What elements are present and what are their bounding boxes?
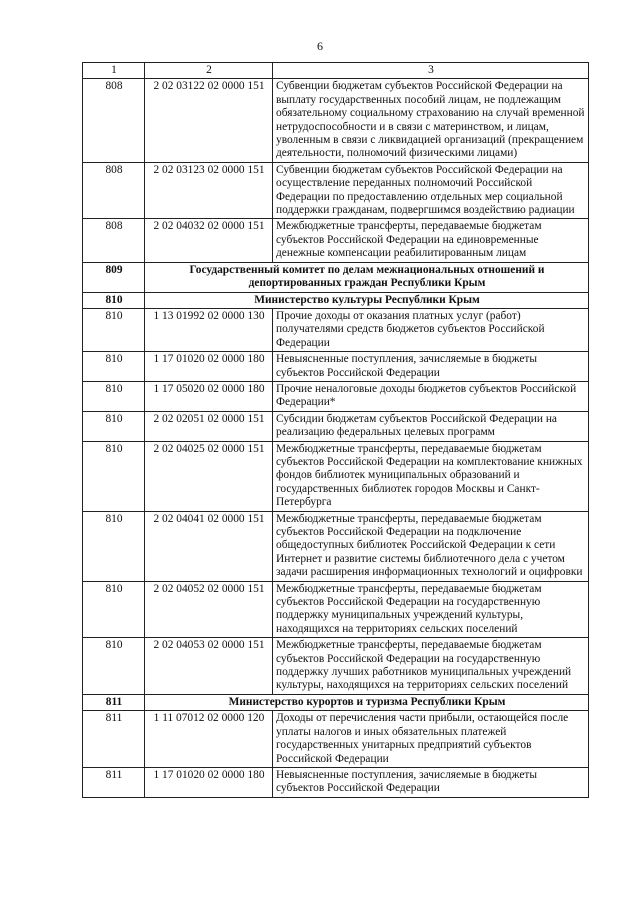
budget-code-cell: 1 11 07012 02 0000 120: [145, 711, 273, 768]
description-cell: Прочие неналоговые доходы бюджетов субъектов Российской Федерации*: [273, 381, 589, 411]
budget-code-cell: 1 13 01992 02 0000 130: [145, 308, 273, 351]
budget-code-cell: 1 17 01020 02 0000 180: [145, 352, 273, 382]
admin-code-cell: 811: [83, 711, 145, 768]
admin-code-cell: 810: [83, 638, 145, 695]
table-row: [83, 767, 589, 797]
description-cell: Доходы от перечисления части прибыли, остающейся после уплаты налогов и иных обязательных платежей государственных унитарных предприятий субъектов Российской Федерации: [273, 711, 589, 768]
table-row: [83, 441, 589, 511]
table-row: [83, 381, 589, 411]
section-row: [83, 694, 589, 710]
admin-code-cell: 811: [83, 694, 145, 710]
description-cell: Межбюджетные трансферты, передаваемые бюджетам субъектов Российской Федерации на государственную поддержку муниципальных учреждений культуры, находящихся на территориях сельских поселений: [273, 581, 589, 638]
section-row: [83, 292, 589, 308]
budget-code-cell: 1 17 05020 02 0000 180: [145, 381, 273, 411]
budget-code-cell: 1 17 01020 02 0000 180: [145, 767, 273, 797]
description-cell: Субсидии бюджетам субъектов Российской Федерации на реализацию федеральных целевых программ: [273, 411, 589, 441]
budget-code-cell: 2 02 04041 02 0000 151: [145, 511, 273, 581]
column-header-3: 3: [273, 63, 589, 79]
description-cell: Межбюджетные трансферты, передаваемые бюджетам субъектов Российской Федерации на единовременные денежные компенсации реабилитированным лицам: [273, 219, 589, 262]
column-header-2: 2: [145, 63, 273, 79]
description-cell: Межбюджетные трансферты, передаваемые бюджетам субъектов Российской Федерации на государственную поддержку лучших работников муниципальных учреждений культуры, находящихся на территориях сельских поселений: [273, 638, 589, 695]
table-row: [83, 162, 589, 219]
table-row: [83, 638, 589, 695]
admin-code-cell: 810: [83, 581, 145, 638]
budget-code-cell: 2 02 03123 02 0000 151: [145, 162, 273, 219]
table-row: [83, 308, 589, 351]
table-row: [83, 411, 589, 441]
description-cell: Межбюджетные трансферты, передаваемые бюджетам субъектов Российской Федерации на подключение общедоступных библиотек Российской Федерации к сети Интернет и развитие системы библиотечного дела с учетом задачи расширения информационных технологий и оцифровки: [273, 511, 589, 581]
admin-code-cell: 810: [83, 441, 145, 511]
description-cell: Межбюджетные трансферты, передаваемые бюджетам субъектов Российской Федерации на комплектование книжных фондов библиотек муниципальных образований и государственных библиотек городов Москвы и Санкт-Петербурга: [273, 441, 589, 511]
table-row: [83, 511, 589, 581]
description-cell: Прочие доходы от оказания платных услуг (работ) получателями средств бюджетов субъектов Российской Федерации: [273, 308, 589, 351]
description-cell: Невыясненные поступления, зачисляемые в бюджеты субъектов Российской Федерации: [273, 767, 589, 797]
admin-code-cell: 810: [83, 511, 145, 581]
budget-code-cell: 2 02 02051 02 0000 151: [145, 411, 273, 441]
budget-code-cell: 2 02 04032 02 0000 151: [145, 219, 273, 262]
budget-code-cell: 2 02 04052 02 0000 151: [145, 581, 273, 638]
admin-code-cell: 808: [83, 219, 145, 262]
admin-code-cell: 809: [83, 262, 145, 292]
admin-code-cell: 810: [83, 308, 145, 351]
admin-code-cell: 810: [83, 411, 145, 441]
section-title: Министерство культуры Республики Крым: [145, 292, 589, 308]
table-row: [83, 352, 589, 382]
admin-code-cell: 810: [83, 292, 145, 308]
admin-code-cell: 808: [83, 162, 145, 219]
page-number: 6: [317, 39, 323, 53]
table-body: [83, 79, 589, 797]
section-title: Государственный комитет по делам межнациональных отношений и депортированных граждан Республики Крым: [145, 262, 589, 292]
column-header-1: 1: [83, 63, 145, 79]
description-cell: Субвенции бюджетам субъектов Российской Федерации на осуществление переданных полномочий Российской Федерации по предоставлению отдельных мер социальной поддержки гражданам, подвергшимся воздействию радиации: [273, 162, 589, 219]
section-row: [83, 262, 589, 292]
admin-code-cell: 810: [83, 381, 145, 411]
budget-code-cell: 2 02 04025 02 0000 151: [145, 441, 273, 511]
section-title: Министерство курортов и туризма Республики Крым: [145, 694, 589, 710]
description-cell: Субвенции бюджетам субъектов Российской Федерации на выплату государственных пособий лицам, не подлежащим обязательному социальному страхованию на случай временной нетрудоспособности и в связи с материнством, и лицам, уволенным в связи с ликвидацией организаций (прекращением деятельности, полномочий физическими лицами): [273, 79, 589, 162]
admin-code-cell: 811: [83, 767, 145, 797]
admin-code-cell: 810: [83, 352, 145, 382]
budget-code-cell: 2 02 03122 02 0000 151: [145, 79, 273, 162]
description-cell: Невыясненные поступления, зачисляемые в бюджеты субъектов Российской Федерации: [273, 352, 589, 382]
table-row: [83, 79, 589, 162]
table-row: [83, 711, 589, 768]
table-row: [83, 219, 589, 262]
budget-code-cell: 2 02 04053 02 0000 151: [145, 638, 273, 695]
table-row: [83, 581, 589, 638]
budget-codes-table: [82, 62, 589, 798]
admin-code-cell: 808: [83, 79, 145, 162]
table-header-row: [83, 63, 589, 79]
